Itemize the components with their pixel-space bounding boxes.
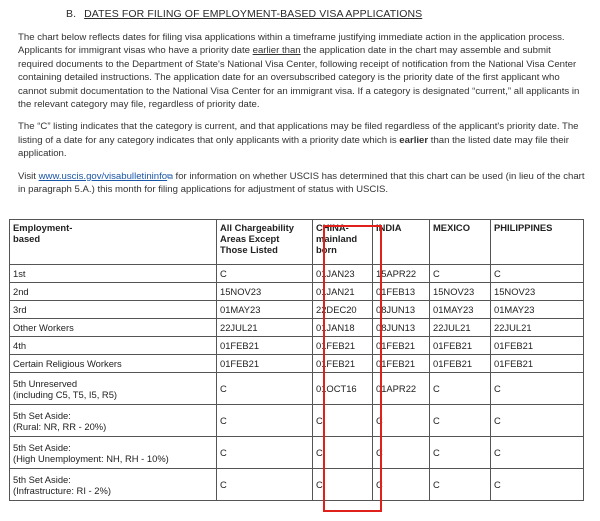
column-header: PHILIPPINES — [491, 220, 584, 265]
table-cell: C — [491, 265, 584, 283]
row-label: Certain Religious Workers — [10, 355, 217, 373]
table-cell: 15NOV23 — [430, 283, 491, 301]
table-cell: C — [430, 437, 491, 469]
table-cell: 01FEB21 — [373, 355, 430, 373]
table-cell: 01JAN23 — [313, 265, 373, 283]
table-row — [10, 337, 584, 355]
table-cell: C — [491, 437, 584, 469]
table-cell: 01MAY23 — [430, 301, 491, 319]
table-row — [10, 319, 584, 337]
table-cell: 22JUL21 — [430, 319, 491, 337]
table-row — [10, 469, 584, 501]
table-row — [10, 437, 584, 469]
table-cell: 01MAY23 — [491, 301, 584, 319]
table-cell: 22JUL21 — [217, 319, 313, 337]
table-cell: 08JUN13 — [373, 319, 430, 337]
table-row — [10, 355, 584, 373]
table-cell: C — [313, 405, 373, 437]
table-cell: C — [430, 469, 491, 501]
table-cell: C — [430, 265, 491, 283]
table-cell: 22DEC20 — [313, 301, 373, 319]
table-cell: C — [217, 373, 313, 405]
table-cell: C — [313, 437, 373, 469]
section-letter: B. — [66, 8, 77, 20]
earlier-bold-text: earlier — [399, 134, 429, 146]
uscis-paragraph: Visit www.uscis.gov/visabulletininfo⧉ for information on whether USCIS has determined that this chart can be used (in lieu of the chart in paragraph 5.A.) this month for filing applications for adjustment of status with USCIS. — [18, 170, 585, 196]
table-cell: C — [491, 373, 584, 405]
table-cell: 22JUL21 — [491, 319, 584, 337]
column-header: Employment- based — [10, 220, 217, 265]
table-cell: 01FEB21 — [217, 337, 313, 355]
table-cell: 01FEB21 — [217, 355, 313, 373]
uscis-link[interactable]: www.uscis.gov/visabulletininfo — [38, 170, 168, 182]
table-row — [10, 265, 584, 283]
table-row — [10, 301, 584, 319]
row-label: Other Workers — [10, 319, 217, 337]
filing-dates-table — [9, 219, 584, 501]
intro-paragraph: The chart below reflects dates for filing visa applications within a timeframe justifying immediate action in the application process. Applicants for immigrant visas who have a priority date earlier than the application date in the chart may assemble and submit required documents to the Department of State's National Visa Center, following receipt of notification from the National Visa Center containing detailed instructions. The application date for an oversubscribed category is the priority date of the first applicant who cannot submit documentation to the National Visa Center for an immigrant visa. If a category is designated “current,” all applicants in the relevant category may file, regardless of priority date. — [18, 32, 580, 111]
table-cell: 15NOV23 — [217, 283, 313, 301]
row-label: 5th Set Aside: (Rural: NR, RR - 20%) — [10, 405, 217, 437]
table-cell: 15APR22 — [373, 265, 430, 283]
table-cell: C — [430, 405, 491, 437]
table-cell: 01JAN18 — [313, 319, 373, 337]
column-header: CHINA- mainland born — [313, 220, 373, 265]
row-label: 2nd — [10, 283, 217, 301]
row-label: 5th Set Aside: (High Unemployment: NH, RH - 10%) — [10, 437, 217, 469]
table-cell: C — [373, 405, 430, 437]
table-cell: 01OCT16 — [313, 373, 373, 405]
table-cell: 01FEB21 — [313, 355, 373, 373]
table-cell: 01FEB21 — [373, 337, 430, 355]
table-row — [10, 405, 584, 437]
table-row — [10, 373, 584, 405]
table-cell: C — [217, 469, 313, 501]
table-cell: 01JAN21 — [313, 283, 373, 301]
table-cell: 01APR22 — [373, 373, 430, 405]
row-label: 5th Set Aside: (Infrastructure: RI - 2%) — [10, 469, 217, 501]
table-cell: 01FEB21 — [430, 337, 491, 355]
table-cell: C — [491, 469, 584, 501]
table-cell: 01FEB21 — [430, 355, 491, 373]
table-cell: 15NOV23 — [491, 283, 584, 301]
document-body — [14, 8, 588, 205]
table-cell: C — [491, 405, 584, 437]
earlier-than-text: earlier than — [252, 45, 301, 57]
column-header: All Chargeability Areas Except Those Listed — [217, 220, 313, 265]
table-cell: 01FEB21 — [491, 355, 584, 373]
table-cell: 01MAY23 — [217, 301, 313, 319]
row-label: 1st — [10, 265, 217, 283]
table-cell: C — [373, 469, 430, 501]
table-cell: 08JUN13 — [373, 301, 430, 319]
table-cell: C — [313, 469, 373, 501]
current-listing-paragraph: The “C” listing indicates that the category is current, and that applications may be filed regardless of the applicant's priority date. The listing of a date for any category indicates that only applicants with a priority date which is earlier than the listed date may file their application. — [18, 121, 579, 160]
table-cell: C — [217, 405, 313, 437]
column-header: INDIA — [373, 220, 430, 265]
table-cell: 01FEB21 — [491, 337, 584, 355]
table-cell: C — [217, 265, 313, 283]
table-row — [10, 283, 584, 301]
row-label: 3rd — [10, 301, 217, 319]
column-header: MEXICO — [430, 220, 491, 265]
table-header-row — [10, 220, 584, 265]
table-cell: 01FEB13 — [373, 283, 430, 301]
section-heading — [66, 8, 588, 20]
external-link-icon: ⧉ — [167, 171, 173, 181]
section-title: DATES FOR FILING OF EMPLOYMENT-BASED VISA APPLICATIONS — [84, 8, 423, 20]
table-cell: 01FEB21 — [313, 337, 373, 355]
china-column-highlight — [323, 225, 382, 512]
row-label: 4th — [10, 337, 217, 355]
row-label: 5th Unreserved (including C5, T5, I5, R5) — [10, 373, 217, 405]
table-cell: C — [430, 373, 491, 405]
table-cell: C — [217, 437, 313, 469]
table-cell: C — [373, 437, 430, 469]
